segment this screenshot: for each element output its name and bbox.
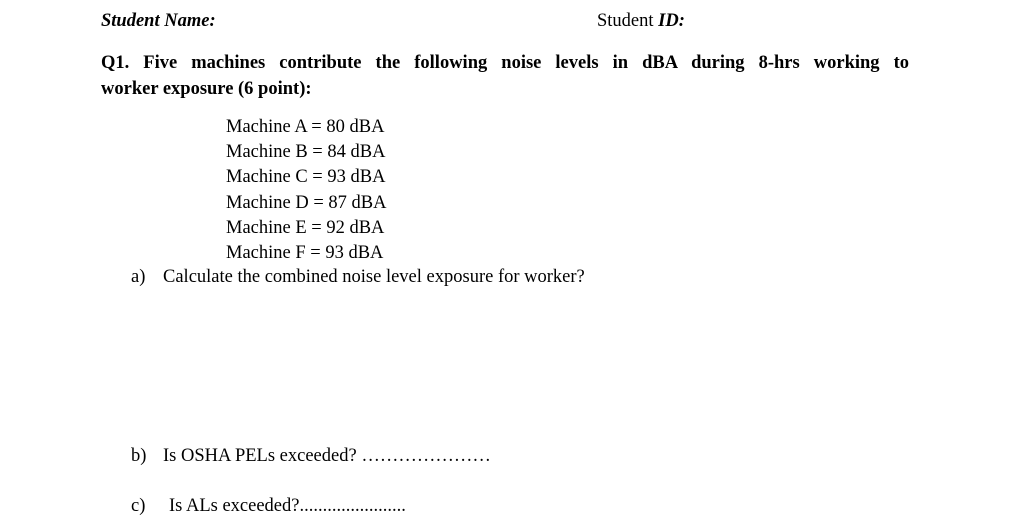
machine-item-f: Machine F = 93 dBA: [226, 243, 384, 264]
subquestion-a-marker: a): [131, 267, 146, 287]
subquestion-c-answer-blank: .......................: [299, 496, 406, 516]
subquestion-b-marker: b): [131, 446, 147, 466]
machine-item-a: Machine A = 80 dBA: [226, 117, 385, 137]
subquestion-c: [131, 496, 406, 517]
student-id-label: [597, 11, 685, 32]
student-name-label: Student Name:: [101, 11, 216, 31]
machine-list: [226, 115, 386, 266]
subquestion-c-text: Is ALs exceeded?: [169, 496, 300, 516]
machine-item-e: Machine E = 92 dBA: [226, 217, 385, 238]
subquestion-c-marker: c): [131, 496, 146, 516]
student-id-suffix: ID:: [658, 11, 685, 31]
student-id-prefix: Student: [597, 11, 659, 31]
subquestion-b: [131, 446, 491, 467]
machine-item-b: Machine B = 84 dBA: [226, 142, 386, 163]
question-line-2: worker exposure (6 point):: [101, 79, 312, 99]
subquestion-b-text: Is OSHA PELs exceeded?: [163, 446, 362, 466]
machine-item-c: Machine C = 93 dBA: [226, 167, 386, 188]
machine-item-d: Machine D = 87 dBA: [226, 192, 387, 213]
subquestion-a: [131, 267, 585, 288]
subquestion-b-answer-blank: …………………: [361, 446, 491, 466]
question-title: [101, 50, 909, 102]
subquestion-a-text: Calculate the combined noise level exposure for worker?: [163, 267, 585, 287]
question-line-1: Q1. Five machines contribute the following noise levels in dBA during 8-hrs working to: [101, 53, 909, 73]
